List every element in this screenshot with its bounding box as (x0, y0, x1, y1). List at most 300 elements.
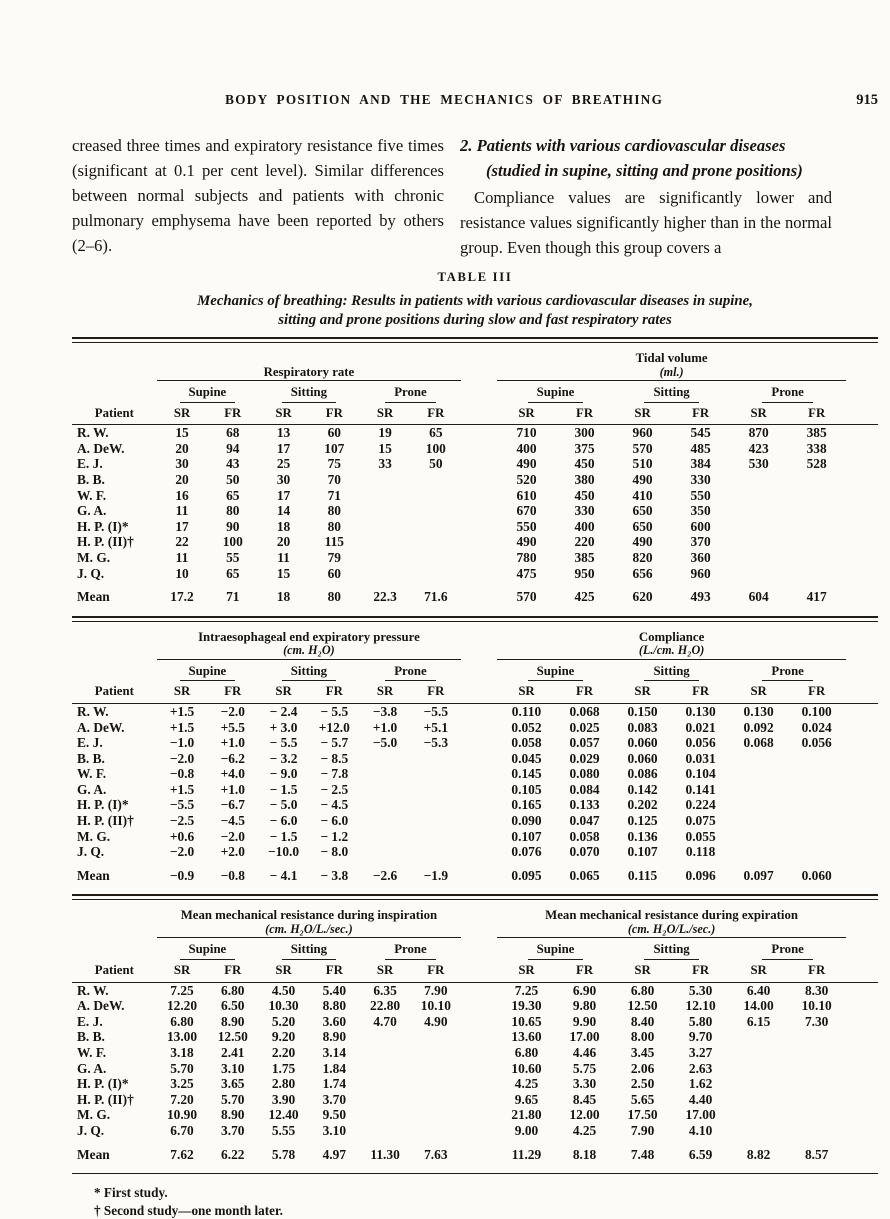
value-cell: 10.10 (420, 998, 451, 1014)
spacer-cell (461, 681, 497, 703)
value-cell (360, 1045, 411, 1061)
value-cell: −5.0 (372, 735, 398, 751)
position-label: Prone (385, 942, 435, 960)
spacer-cell (846, 659, 878, 681)
value-cell: +1.0 (220, 735, 245, 751)
value-cell: 300 (574, 425, 595, 441)
value-cell: 10 (175, 565, 189, 581)
mean-value-cell: 570 (516, 589, 537, 605)
value-cell: −1.0 (169, 735, 195, 751)
value-cell (730, 844, 788, 860)
spacer-cell (461, 566, 497, 582)
value-cell: − 7.8 (320, 766, 349, 782)
patient-name-cell: A. DeW. (77, 440, 125, 456)
value-cell (410, 844, 461, 860)
value-cell (730, 1045, 788, 1061)
spacer-cell (461, 659, 497, 681)
mean-value-cell: 22.3 (373, 589, 397, 605)
value-cell (788, 519, 846, 535)
value-cell: 960 (632, 425, 653, 441)
value-cell: 490 (516, 534, 537, 550)
value-cell: +1.5 (169, 719, 195, 735)
value-cell: 75 (327, 456, 341, 472)
value-cell (730, 1092, 788, 1108)
value-cell: 17.00 (685, 1107, 716, 1123)
value-cell: +5.5 (220, 719, 245, 735)
value-cell: 4.25 (572, 1122, 597, 1138)
value-cell (410, 1092, 461, 1108)
value-cell: 0.107 (627, 844, 658, 860)
rate-header-cell: SR (497, 403, 555, 425)
value-cell: 545 (690, 425, 711, 441)
value-cell: − 5.7 (320, 735, 349, 751)
value-cell: 0.060 (627, 735, 658, 751)
value-cell (788, 1045, 846, 1061)
value-cell: 65 (226, 565, 240, 581)
footnote-first-study: * First study. (94, 1185, 168, 1201)
value-cell: 6.80 (221, 982, 245, 998)
value-cell: 6.40 (746, 982, 771, 998)
value-cell (788, 766, 846, 782)
value-cell (410, 503, 461, 519)
group-title: Tidal volume (635, 351, 708, 365)
position-header-cell (497, 381, 613, 403)
value-cell: 0.090 (511, 813, 542, 829)
table-row (72, 519, 878, 535)
spacer-cell (846, 797, 878, 813)
value-cell: 220 (574, 534, 595, 550)
value-cell: 17 (276, 487, 291, 503)
spacer-cell (846, 488, 878, 504)
value-cell: − 1.5 (269, 828, 298, 844)
mean-value-cell: 7.48 (630, 1146, 655, 1162)
value-cell: 0.130 (685, 703, 716, 719)
patient-name-cell: M. G. (77, 1107, 111, 1123)
spacer-cell (846, 534, 878, 550)
table-row (72, 441, 878, 457)
spacer-cell (461, 534, 497, 550)
spacer-cell (461, 581, 497, 613)
table-caption-line1: Mechanics of breathing: Results in patients with various cardiovascular diseases in supine, (197, 293, 753, 309)
value-cell (788, 1092, 846, 1108)
value-cell: 33 (378, 456, 392, 472)
group-title-cell-right (497, 628, 845, 660)
spacer-cell (461, 703, 497, 719)
spacer-cell (72, 349, 157, 381)
value-cell: 600 (690, 518, 711, 534)
table-row (72, 1061, 878, 1077)
spacer-cell (461, 1123, 497, 1139)
spacer-cell (72, 938, 157, 960)
value-cell: 17 (175, 518, 189, 534)
value-cell: 80 (327, 503, 341, 519)
value-cell: 0.110 (511, 703, 542, 719)
right-text-column (460, 133, 832, 260)
mean-value-cell: 17.2 (170, 589, 194, 605)
patient-name-cell: J. Q. (77, 1122, 105, 1138)
spacer-cell (461, 441, 497, 457)
value-cell (730, 503, 788, 519)
value-cell: 650 (632, 503, 653, 519)
spacer-cell (461, 1076, 497, 1092)
group-unit: (cm. H₂O) (283, 643, 335, 658)
value-cell (360, 472, 411, 488)
spacer-cell (846, 703, 878, 719)
value-cell: 0.125 (627, 813, 658, 829)
value-cell (788, 566, 846, 582)
value-cell: 5.70 (221, 1091, 245, 1107)
rate-header-cell: FR (672, 403, 730, 425)
value-cell: −2.0 (169, 844, 195, 860)
value-cell (730, 519, 788, 535)
value-cell: − 5.5 (269, 735, 298, 751)
value-cell (788, 534, 846, 550)
value-cell (730, 829, 788, 845)
value-cell (360, 1123, 411, 1139)
footnote-second-study: † Second study—one month later. (94, 1202, 283, 1218)
value-cell: 22.80 (370, 998, 401, 1014)
value-cell: 10.10 (801, 998, 832, 1014)
value-cell: + 3.0 (269, 719, 298, 735)
value-cell: 670 (516, 503, 537, 519)
value-cell: 8.45 (572, 1091, 597, 1107)
rate-header-cell: FR (207, 403, 258, 425)
position-header-cell (614, 659, 730, 681)
value-cell: 0.021 (685, 719, 716, 735)
value-cell: 820 (632, 549, 653, 565)
value-cell: 5.55 (271, 1122, 296, 1138)
value-cell: 21.80 (511, 1107, 542, 1123)
position-label: Supine (528, 664, 584, 682)
value-cell: 360 (690, 549, 711, 565)
spacer-cell (461, 488, 497, 504)
position-header-cell (360, 938, 462, 960)
value-cell: 7.25 (170, 982, 194, 998)
value-cell: 3.70 (221, 1122, 245, 1138)
divider-double-rule (72, 616, 878, 622)
mean-value-cell: 620 (632, 589, 653, 605)
spacer-cell (72, 659, 157, 681)
value-cell (788, 503, 846, 519)
value-cell: +2.0 (220, 844, 245, 860)
value-cell: 12.50 (217, 1029, 248, 1045)
position-header-cell (730, 381, 846, 403)
patient-name-cell: W. F. (77, 487, 107, 503)
value-cell: 960 (690, 565, 711, 581)
rate-header-cell: SR (730, 681, 788, 703)
position-label: Sitting (644, 664, 698, 682)
spacer-cell (846, 628, 878, 660)
mean-value-cell: − 3.8 (320, 867, 349, 883)
value-cell (360, 550, 411, 566)
value-cell: 7.20 (170, 1091, 194, 1107)
value-cell: 17.00 (569, 1029, 600, 1045)
rate-header-cell: SR (497, 681, 555, 703)
table-row (72, 1123, 878, 1139)
spacer-cell (461, 938, 497, 960)
value-cell: 550 (516, 518, 537, 534)
value-cell: 12.50 (627, 998, 658, 1014)
spacer-cell (846, 860, 878, 892)
value-cell: 2.50 (630, 1076, 655, 1092)
spacer-cell (846, 906, 878, 938)
value-cell: 5.80 (688, 1013, 713, 1029)
value-cell (360, 797, 411, 813)
spacer-cell (461, 349, 497, 381)
spacer-cell (461, 1029, 497, 1045)
table-row (72, 766, 878, 782)
value-cell: 330 (574, 503, 595, 519)
value-cell: 6.80 (170, 1013, 194, 1029)
position-label: Prone (385, 664, 435, 682)
value-cell: 13 (276, 425, 291, 441)
value-cell: 350 (690, 503, 711, 519)
rate-header-cell: FR (207, 960, 258, 982)
spacer-cell (461, 1045, 497, 1061)
spacer-cell (846, 1107, 878, 1123)
mean-value-cell: 8.82 (746, 1146, 771, 1162)
spacer-cell (846, 960, 878, 982)
position-label: Sitting (282, 385, 336, 403)
patient-header-cell: Patient (72, 681, 157, 703)
value-cell: − 1.2 (320, 828, 349, 844)
spacer-cell (461, 503, 497, 519)
value-cell: 5.40 (322, 982, 347, 998)
value-cell: 0.133 (569, 797, 600, 813)
position-header-cell (258, 659, 360, 681)
position-header-cell (360, 659, 462, 681)
value-cell: 6.35 (373, 982, 397, 998)
patient-name-cell: H. P. (II)† (77, 1091, 134, 1107)
position-label: Prone (762, 942, 812, 960)
patient-name-cell: B. B. (77, 1029, 105, 1045)
value-cell: +5.1 (423, 719, 449, 735)
spacer-cell (461, 1139, 497, 1171)
table-row (72, 703, 878, 719)
value-cell: 80 (327, 518, 341, 534)
value-cell (788, 1107, 846, 1123)
value-cell: 0.145 (511, 766, 542, 782)
value-cell: 0.084 (569, 781, 600, 797)
rate-header-cell: FR (309, 681, 360, 703)
value-cell (730, 782, 788, 798)
value-cell: 0.092 (743, 719, 774, 735)
right-paragraph: Compliance values are significantly lower and resistance values significantly higher than in the normal group. Even though this group covers a (460, 188, 832, 257)
value-cell (360, 1029, 411, 1045)
page-number: 915 (856, 92, 878, 108)
value-cell (360, 519, 411, 535)
value-cell: 0.052 (511, 719, 542, 735)
table-section-resistance (72, 906, 878, 1170)
value-cell: 0.057 (569, 735, 600, 751)
value-cell: +1.0 (372, 719, 398, 735)
rate-header-cell: SR (614, 960, 672, 982)
value-cell: − 5.0 (269, 797, 298, 813)
value-cell: 8.40 (630, 1013, 655, 1029)
value-cell: 100 (425, 440, 446, 456)
value-cell: 410 (632, 487, 653, 503)
spacer-cell (461, 844, 497, 860)
mean-value-cell: 71.6 (424, 589, 448, 605)
position-header-cell (614, 938, 730, 960)
spacer-cell (461, 1061, 497, 1077)
patient-name-cell: E. J. (77, 456, 103, 472)
value-cell: 107 (324, 440, 345, 456)
rate-header-cell: SR (157, 681, 208, 703)
group-title: Respiratory rate (263, 364, 355, 379)
value-cell: −2.5 (169, 813, 195, 829)
rate-header-cell: FR (207, 681, 258, 703)
value-cell: −6.7 (220, 797, 245, 813)
mean-value-cell: −1.9 (423, 867, 449, 883)
value-cell: −3.8 (372, 703, 398, 719)
value-cell: 43 (226, 456, 240, 472)
mean-label-cell: Mean (77, 589, 110, 605)
value-cell (410, 1045, 461, 1061)
value-cell: − 9.0 (269, 766, 298, 782)
value-cell: 384 (690, 456, 711, 472)
value-cell (788, 472, 846, 488)
rate-header-cell: FR (309, 960, 360, 982)
table-row (72, 1029, 878, 1045)
spacer-cell (461, 403, 497, 425)
value-cell: +1.5 (169, 781, 195, 797)
value-cell: 9.70 (688, 1029, 713, 1045)
value-cell: − 8.0 (320, 844, 349, 860)
rate-header-cell: FR (788, 960, 846, 982)
spacer-cell (846, 720, 878, 736)
value-cell: 4.50 (271, 982, 296, 998)
spacer-cell (461, 550, 497, 566)
value-cell (360, 1092, 411, 1108)
value-cell: 5.30 (688, 982, 713, 998)
rate-header-cell: FR (309, 403, 360, 425)
position-header-cell (157, 381, 259, 403)
patient-name-cell: A. DeW. (77, 998, 125, 1014)
spacer-cell (461, 982, 497, 998)
section-heading-line1: 2. Patients with various cardiovascular diseases (460, 136, 786, 155)
spacer-cell (461, 813, 497, 829)
value-cell: 0.058 (569, 828, 600, 844)
value-cell (360, 751, 411, 767)
group-title-cell-left (157, 906, 462, 938)
value-cell (788, 1061, 846, 1077)
value-cell: 0.107 (511, 828, 542, 844)
value-cell: 375 (574, 440, 595, 456)
section-heading-line2: (studied in supine, sitting and prone positions) (486, 161, 803, 180)
value-cell: 5.20 (271, 1013, 296, 1029)
value-cell: +0.6 (169, 828, 195, 844)
spacer-cell (846, 982, 878, 998)
group-title: Mean mechanical resistance during expiration (545, 908, 798, 923)
value-cell (730, 797, 788, 813)
value-cell (730, 534, 788, 550)
value-cell (730, 550, 788, 566)
value-cell: 0.055 (685, 828, 716, 844)
value-cell: 0.058 (511, 735, 542, 751)
value-cell: 0.080 (569, 766, 600, 782)
mean-value-cell: 7.63 (424, 1146, 448, 1162)
value-cell (410, 1076, 461, 1092)
mean-value-cell: 11.30 (370, 1146, 400, 1162)
value-cell: 8.80 (322, 998, 347, 1014)
value-cell (360, 813, 411, 829)
mean-value-cell: 425 (574, 589, 595, 605)
value-cell: 20 (276, 534, 291, 550)
spacer-cell (461, 720, 497, 736)
mean-value-cell: 6.59 (688, 1146, 713, 1162)
table-caption-line2: sitting and prone positions during slow and fast respiratory rates (278, 312, 672, 328)
value-cell: 11 (175, 549, 189, 565)
value-cell (410, 519, 461, 535)
value-cell (788, 488, 846, 504)
mean-value-cell: 7.62 (170, 1146, 194, 1162)
value-cell: 17.50 (627, 1107, 658, 1123)
position-label: Supine (180, 942, 236, 960)
value-cell: 400 (516, 440, 537, 456)
value-cell: −5.5 (423, 703, 449, 719)
value-cell: 6.50 (221, 998, 245, 1014)
value-cell (788, 829, 846, 845)
table-row (72, 751, 878, 767)
value-cell: 10.30 (268, 998, 299, 1014)
value-cell: 2.63 (688, 1060, 713, 1076)
group-unit: (L./cm. H₂O) (638, 643, 705, 658)
value-cell: 0.024 (801, 719, 832, 735)
rate-header-cell: FR (556, 403, 614, 425)
value-cell (730, 566, 788, 582)
spacer-cell (846, 1045, 878, 1061)
group-unit: (cm. H₂O/L./sec.) (265, 921, 353, 936)
mean-row (72, 581, 878, 613)
patient-name-cell: J. Q. (77, 844, 105, 860)
value-cell: 115 (324, 534, 344, 550)
body-text-columns (72, 133, 878, 260)
value-cell: 0.070 (569, 844, 600, 860)
table-row (72, 1045, 878, 1061)
mean-value-cell: − 4.1 (269, 867, 298, 883)
spacer-cell (461, 766, 497, 782)
spacer-cell (846, 550, 878, 566)
value-cell: 16 (175, 487, 189, 503)
table-row (72, 782, 878, 798)
value-cell: 10.90 (166, 1107, 198, 1123)
value-cell: 9.80 (572, 998, 597, 1014)
mean-value-cell: 0.097 (743, 867, 774, 883)
value-cell: 3.60 (322, 1013, 347, 1029)
value-cell: 60 (327, 425, 341, 441)
value-cell: 50 (429, 456, 443, 472)
value-cell: 18 (276, 518, 291, 534)
table-row (72, 566, 878, 582)
value-cell: 8.00 (630, 1029, 655, 1045)
value-cell (730, 488, 788, 504)
table-row (72, 829, 878, 845)
mean-value-cell: −0.8 (220, 867, 245, 883)
value-cell: 0.060 (627, 750, 658, 766)
spacer-cell (846, 766, 878, 782)
spacer-cell (461, 797, 497, 813)
position-header-cell (730, 938, 846, 960)
table-section-pressure-compliance (72, 628, 878, 892)
position-header-cell (157, 659, 259, 681)
spacer-cell (846, 349, 878, 381)
patient-name-cell: E. J. (77, 735, 103, 751)
patient-name-cell: E. J. (77, 1013, 103, 1029)
value-cell: 30 (276, 471, 291, 487)
value-cell: 20 (175, 440, 189, 456)
mean-value-cell: 8.57 (804, 1146, 829, 1162)
